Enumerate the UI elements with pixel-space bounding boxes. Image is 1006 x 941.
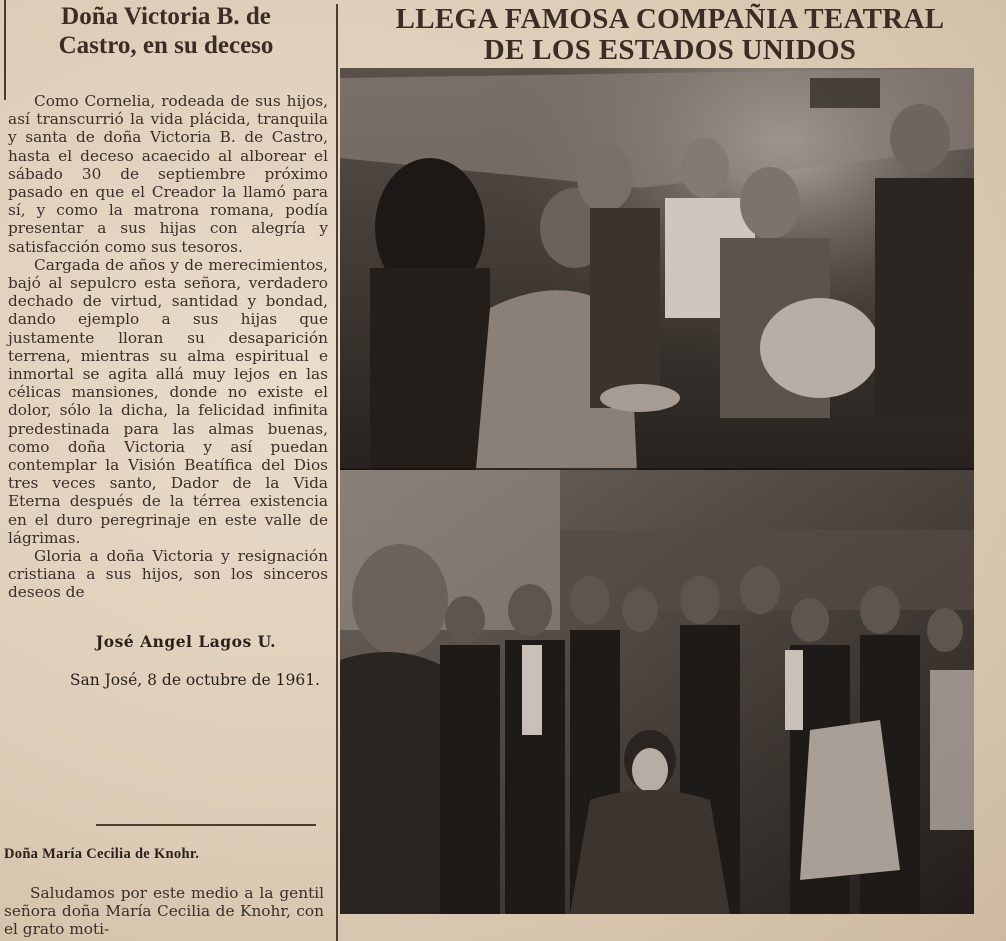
obituary-signature: José Angel Lagos U. <box>95 631 277 651</box>
second-article-paragraph-1: Saludamos por este medio a la gentil señora doña María Cecilia de Knohr, con el grato moti- <box>4 884 324 939</box>
obituary-paragraph-3: Gloria a doña Victoria y resignación cristiana a sus hijos, son los sinceros deseos de <box>8 547 328 602</box>
obituary-headline-line1: Doña Victoria B. de <box>61 3 271 30</box>
obituary-headline <box>4 0 328 60</box>
second-article-body <box>4 884 324 939</box>
theater-headline-line2: DE LOS ESTADOS UNIDOS <box>483 34 857 66</box>
article-separator-rule <box>96 824 316 826</box>
obituary-paragraph-1: Como Cornelia, rodeada de sus hijos, así transcurrió la vida plácida, tranquila y santa de doña Victoria B. de Castro, hasta el deceso acaecido al alborear el sábado 30 de septiembre próximo pasado en que el Creador la llamó para sí, y como la matrona romana, podía presentar a sus hijas con alegría y satisfacción como sus tesoros. <box>8 92 328 256</box>
theater-headline <box>340 4 1000 66</box>
obituary-body <box>4 92 328 602</box>
obituary-headline-line2: Castro, en su deceso <box>58 32 274 59</box>
left-border-rule <box>4 0 6 100</box>
column-divider <box>336 4 338 941</box>
obituary-dateline: San José, 8 de octubre de 1961. <box>69 670 320 689</box>
left-column <box>0 0 334 941</box>
obituary-paragraph-2: Cargada de años y de merecimientos, bajó al sepulcro esta señora, verdadero dechado de virtud, santidad y bondad, dando ejemplo a sus hijas que justamente lloran su desaparición terrena, mientras su alma espiritual e inmortal se agita allá muy lejos en las célicas mansiones, donde no existe el dolor, sólo la dicha, la felicidad infinita predestinada para las almas buenas, como doña Victoria y así puedan contemplar la Visión Beatífica del Dios tres veces santo, Dador de la Vida Eterna después de la térrea existencia en el duro peregrinaje en este valle de lágrimas. <box>8 255 328 547</box>
photo-reception-group <box>340 470 974 914</box>
second-article-headline: Doña María Cecilia de Knohr. <box>4 846 200 862</box>
theater-headline-line1: LLEGA FAMOSA COMPAÑIA TEATRAL <box>395 3 945 35</box>
